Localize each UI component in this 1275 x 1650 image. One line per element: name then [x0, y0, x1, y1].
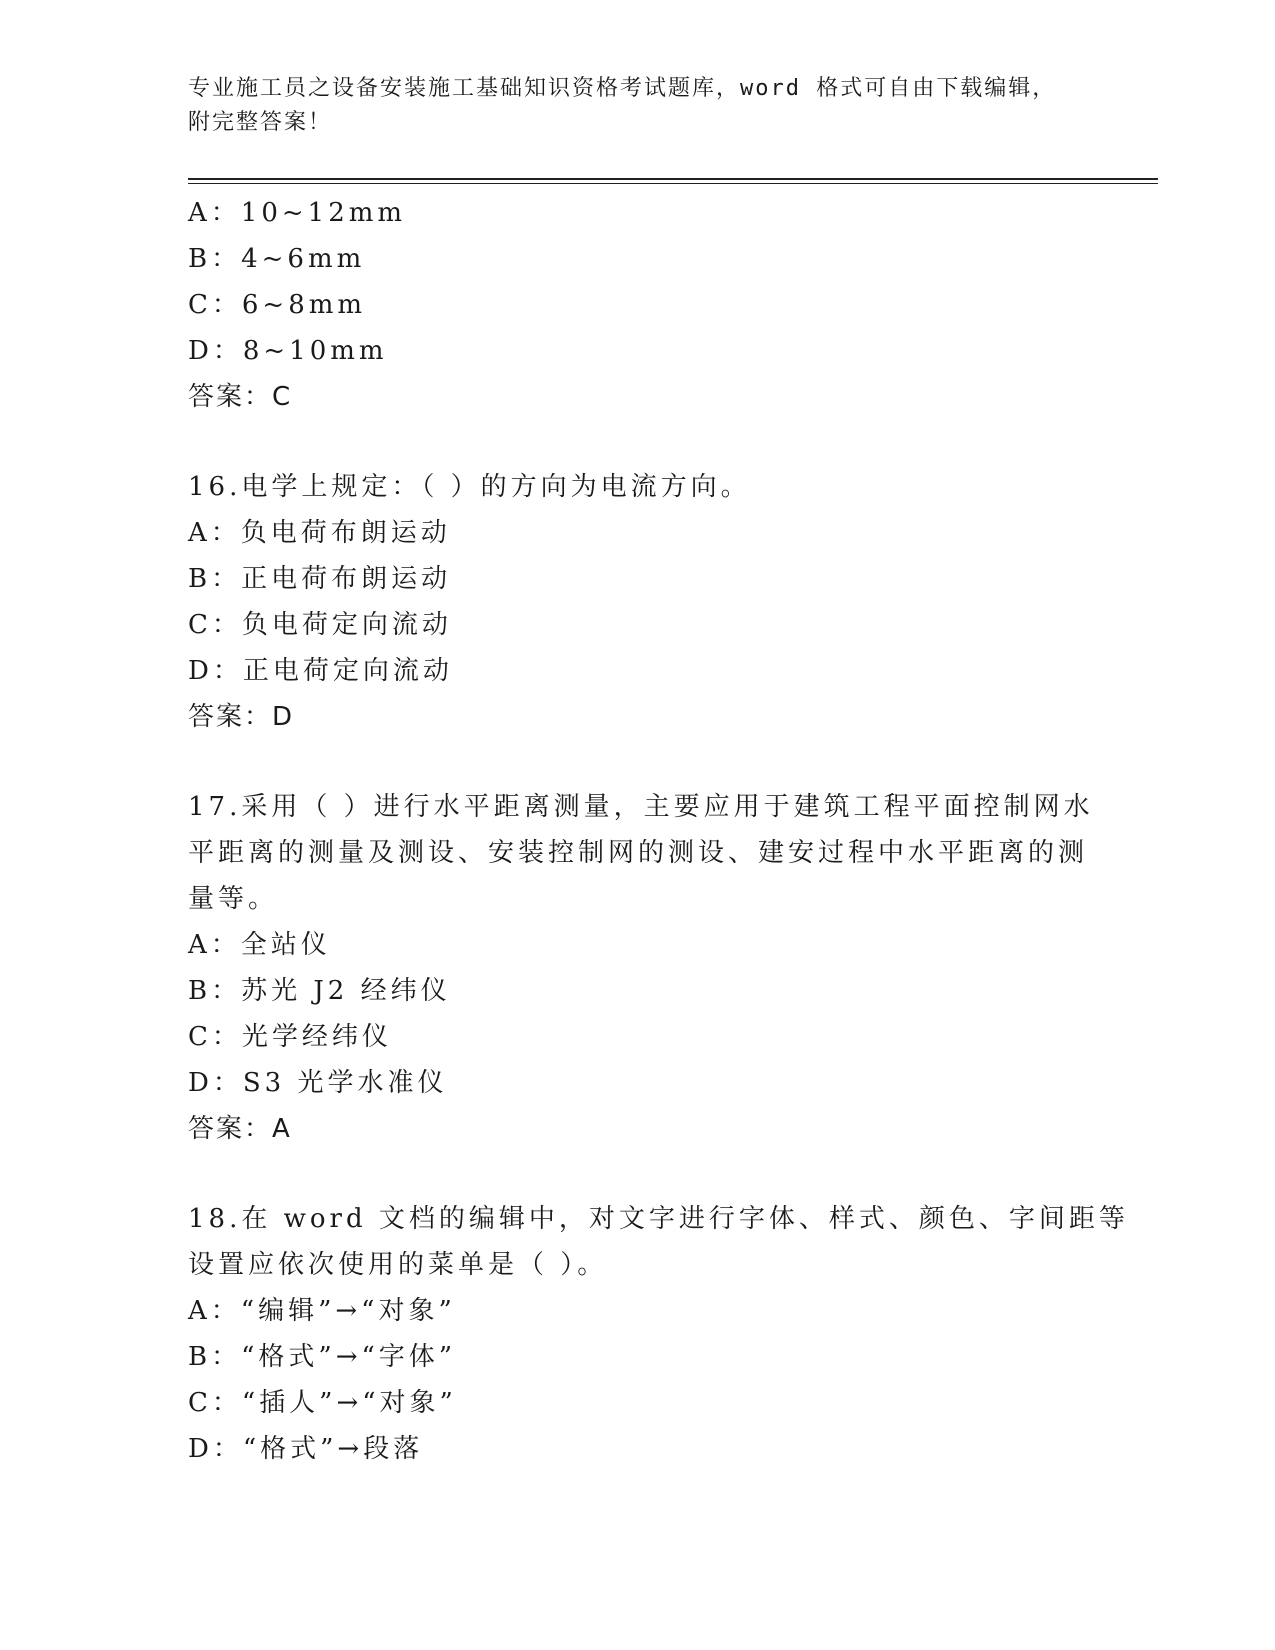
question-16 — [188, 464, 1068, 740]
spacer — [188, 1152, 1068, 1196]
option-c: C：负电荷定向流动 — [188, 610, 452, 640]
answer: 答案：D — [188, 702, 295, 732]
spacer — [188, 740, 1068, 784]
question-text-line-3: 量等。 — [188, 884, 279, 914]
option-d: D：S3 光学水准仪 — [188, 1068, 448, 1098]
header-line-2: 附完整答案！ — [188, 110, 333, 135]
header-line-1: 专业施工员之设备安装施工基础知识资格考试题库，word 格式可自由下载编辑， — [188, 76, 1057, 101]
option-d: D：8~10mm — [188, 336, 388, 366]
question-18 — [188, 1196, 1129, 1472]
document-header — [188, 72, 1068, 140]
header-divider-thick — [188, 178, 1158, 180]
option-c: C：6~8mm — [188, 290, 367, 320]
question-17 — [188, 784, 1094, 1152]
spacer — [188, 420, 1068, 464]
question-15 — [188, 190, 1068, 420]
question-text-line-1: 18.在 word 文档的编辑中，对文字进行字体、样式、颜色、字间距等 — [188, 1204, 1129, 1234]
option-c: C：光学经纬仪 — [188, 1022, 392, 1052]
option-a: A：“编辑”→“对象” — [188, 1296, 456, 1326]
question-text-line-2: 设置应依次使用的菜单是（ ）。 — [188, 1250, 608, 1280]
question-list — [188, 190, 1129, 1472]
answer: 答案：C — [188, 382, 293, 412]
option-b: B：正电荷布朗运动 — [188, 564, 452, 594]
answer: 答案：A — [188, 1114, 292, 1144]
question-text-line-1: 17.采用（ ）进行水平距离测量，主要应用于建筑工程平面控制网水 — [188, 792, 1094, 822]
option-a: A：全站仪 — [188, 930, 331, 960]
option-a: A：负电荷布朗运动 — [188, 518, 451, 548]
option-b: B：苏光 J2 经纬仪 — [188, 976, 451, 1006]
option-d: D：正电荷定向流动 — [188, 656, 453, 686]
option-a: A：10~12mm — [188, 198, 407, 228]
option-c: C：“插人”→“对象” — [188, 1388, 457, 1418]
question-text: 16.电学上规定：（ ）的方向为电流方向。 — [188, 472, 751, 502]
option-b: B：4~6mm — [188, 244, 366, 274]
option-d: D：“格式”→段落 — [188, 1434, 424, 1464]
question-text-line-2: 平距离的测量及测设、安装控制网的测设、建安过程中水平距离的测 — [188, 838, 1089, 868]
option-b: B：“格式”→“字体” — [188, 1342, 457, 1372]
header-divider-thin — [188, 183, 1158, 184]
